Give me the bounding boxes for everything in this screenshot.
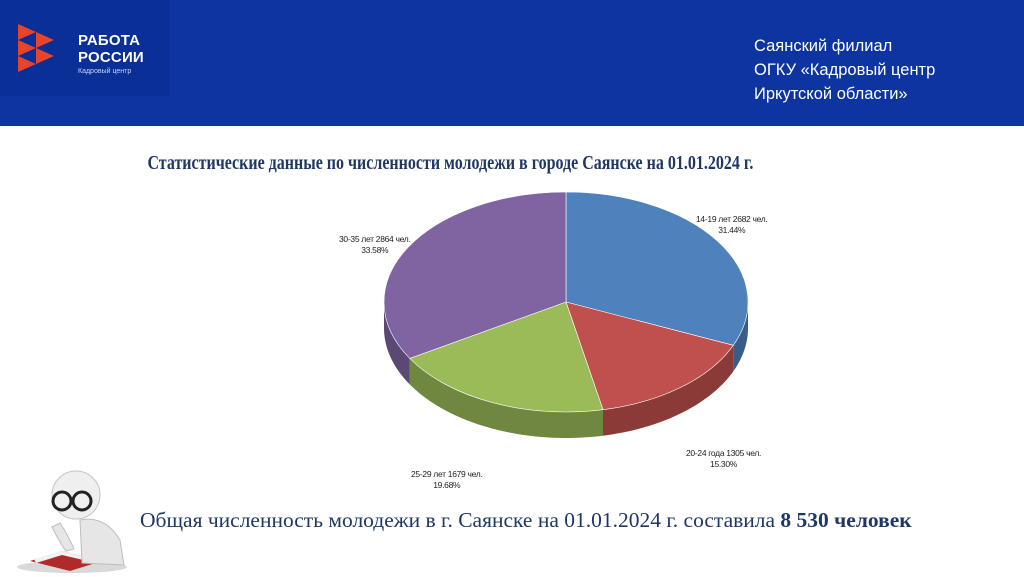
logo-text-line1: РАБОТА [78,32,141,49]
pie-label-20-24 [686,448,761,470]
pie-label-text: 30-35 лет 2864 чел. [339,234,411,244]
org-line-2: ОГКУ «Кадровый центр [754,61,936,79]
pie-label-text: 14-19 лет 2682 чел. [696,214,768,224]
org-line-3: Иркутской области» [754,85,908,103]
pie-label-25-29 [411,469,483,491]
total-summary-text: Общая численность молодежи в г. Саянске на 01.01.2024 г. составила [140,508,776,532]
pie-label-text: 25-29 лет 1679 чел. [411,469,483,479]
org-line-1: Саянский филиал [754,37,893,55]
logo-subtitle: Кадровый центр [78,68,132,75]
pie-label-percent: 31.44% [718,225,746,235]
pie-label-percent: 33.58% [361,245,389,255]
pie-label-percent: 15.30% [710,459,738,469]
person-reading-book-icon [10,465,140,575]
chart-title: Статистические данные по численности молодежи в городе Саянске на 01.01.2024 г. [147,152,754,174]
pie-label-14-19 [696,214,768,236]
total-summary-value: 8 530 человек [780,508,912,532]
pie-label-percent: 19.68% [433,480,461,490]
total-summary [140,508,912,533]
logo-text-line2: РОССИИ [78,49,144,66]
pie-label-text: 20-24 года 1305 чел. [686,448,762,458]
pie-label-30-35 [339,234,411,256]
